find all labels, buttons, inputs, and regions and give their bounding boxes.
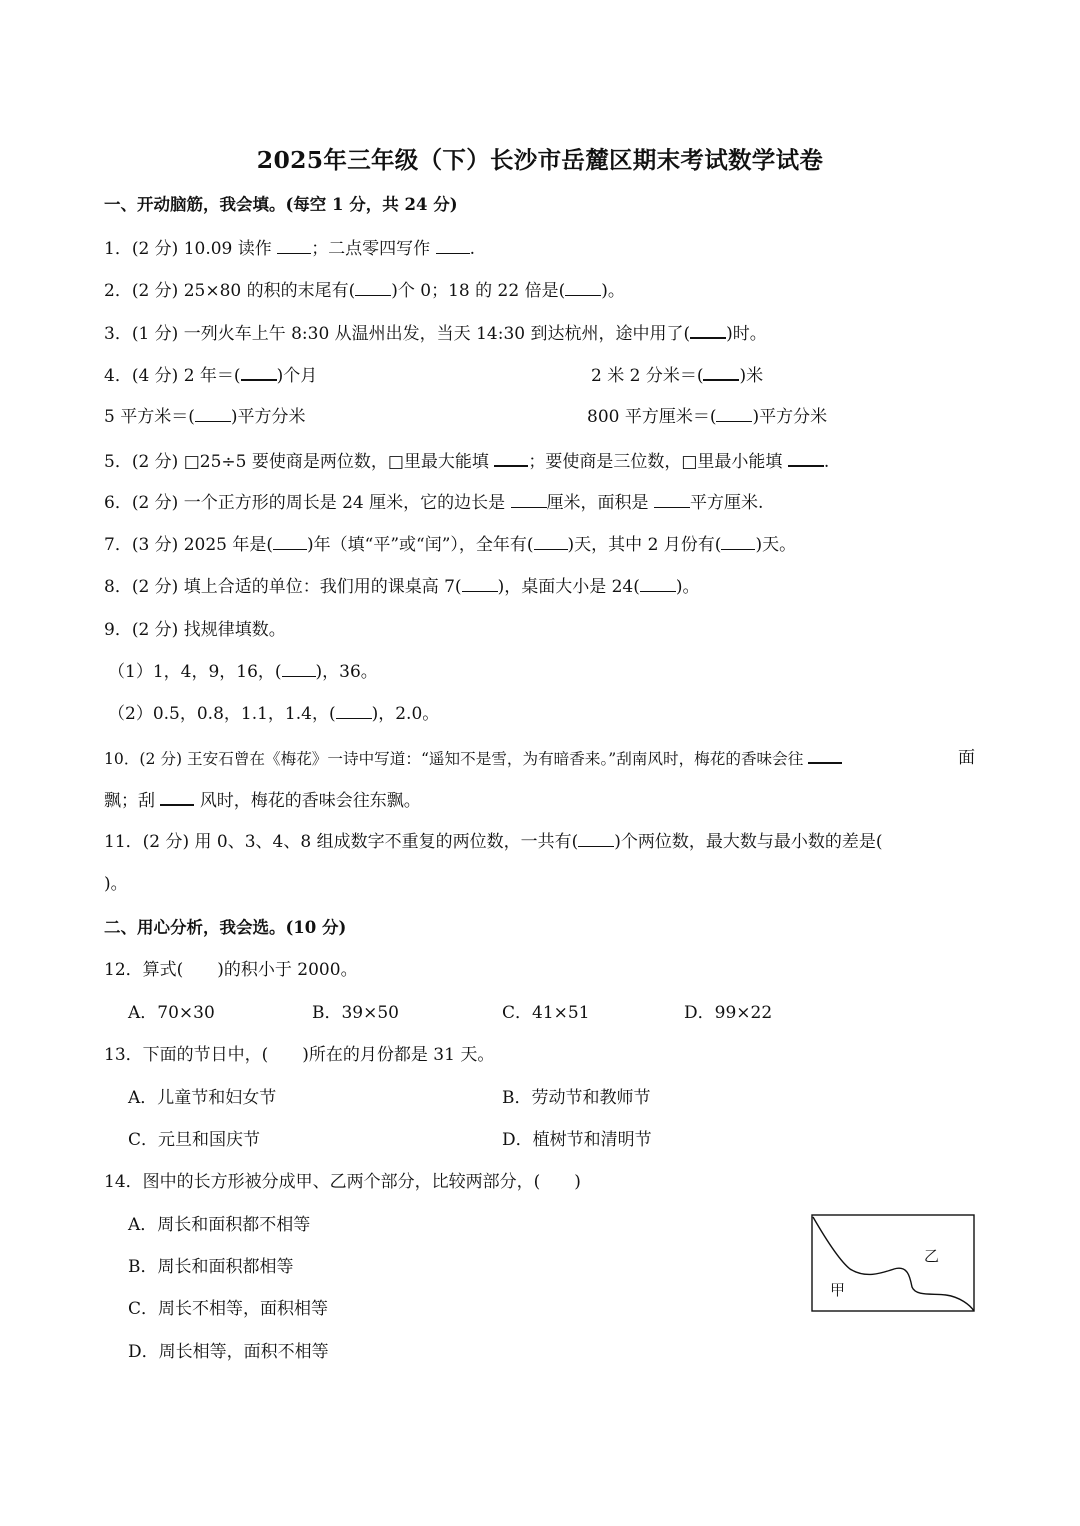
q9-text-s1b: )，36。	[315, 662, 378, 682]
q10-text-d: 风时，梅花的香味会往东飘。	[199, 791, 421, 811]
q13-option-b[interactable]: B．劳动节和教师节	[502, 1088, 651, 1108]
question-13-stem: 13．下面的节日中，( )所在的月份都是 31 天。	[104, 1045, 495, 1065]
q9-blank-2[interactable]	[336, 703, 372, 719]
q8-text-b: )，桌面大小是 24(	[497, 577, 640, 597]
q4-blank-2[interactable]	[703, 364, 739, 381]
question-9-part-1	[108, 661, 378, 683]
q3-blank-1[interactable]	[690, 322, 726, 339]
question-6	[104, 492, 763, 514]
q3-text-b: )时。	[726, 324, 767, 344]
q8-blank-2[interactable]	[640, 576, 676, 592]
q6-blank-2[interactable]	[654, 492, 690, 508]
q10-blank-1[interactable]	[808, 747, 842, 764]
question-4-row-2a	[104, 406, 306, 428]
q5-text-c: .	[823, 452, 830, 472]
q12-option-c[interactable]: C．41×51	[502, 1003, 590, 1023]
q1-text-c: .	[469, 239, 475, 259]
q9-blank-1[interactable]	[282, 661, 316, 677]
q9-text-s2b: )，2.0。	[371, 704, 440, 724]
q4-text-c2: )平方分米	[230, 407, 306, 427]
question-5	[104, 450, 829, 473]
question-12-stem: 12．算式( )的积小于 2000。	[104, 960, 358, 980]
section-2-heading: 二、用心分析，我会选。(10 分)	[104, 918, 347, 937]
q4-text-d1: 800 平方厘米＝(	[587, 407, 717, 427]
question-11	[104, 831, 883, 853]
q7-blank-2[interactable]	[534, 534, 568, 550]
q6-blank-1[interactable]	[511, 492, 547, 508]
q14-option-d[interactable]: D．周长相等，面积不相等	[128, 1342, 329, 1362]
q12-option-b[interactable]: B．39×50	[312, 1003, 400, 1023]
q4-blank-1[interactable]	[241, 364, 277, 381]
page-title: 2025年三年级（下）长沙市岳麓区期末考试数学试卷	[256, 146, 824, 174]
q11-blank-1[interactable]	[578, 831, 614, 847]
q14-option-a[interactable]: A．周长和面积都不相等	[128, 1215, 311, 1235]
question-8	[104, 576, 700, 598]
q2-text-a: 2．(2 分) 25×80 的积的末尾有(	[104, 281, 356, 301]
question-2	[104, 280, 625, 302]
q7-text-d: )天。	[755, 535, 797, 555]
q11-text-a: 11．(2 分) 用 0、3、4、8 组成数字不重复的两位数，一共有(	[104, 832, 579, 852]
q9-text-s1a: （1）1，4，9，16，(	[108, 662, 282, 682]
q6-text-c: 平方厘米.	[689, 493, 764, 513]
section-1-heading: 一、开动脑筋，我会填。(每空 1 分，共 24 分)	[104, 195, 458, 214]
q13-option-a[interactable]: A．儿童节和妇女节	[128, 1088, 277, 1108]
q11-text-b: )个两位数，最大数与最小数的差是(	[614, 832, 883, 852]
q4-text-c1: 5 平方米＝(	[104, 407, 195, 427]
q7-text-c: )天，其中 2 月份有(	[567, 535, 722, 555]
q7-blank-3[interactable]	[721, 534, 755, 550]
question-10-line-1	[104, 747, 842, 770]
question-10-line-2	[104, 789, 421, 812]
q10-blank-2[interactable]	[160, 789, 194, 806]
q4-text-a2: )个月	[276, 366, 318, 386]
label-jia: 甲	[830, 1281, 846, 1299]
q12-option-d[interactable]: D．99×22	[684, 1003, 773, 1023]
question-9-part-2	[108, 703, 439, 725]
q7-text-b: )年（填“平”或“闰”），全年有(	[307, 535, 534, 555]
q3-text-a: 3．(1 分) 一列火车上午 8:30 从温州出发，当天 14:30 到达杭州，途中用了(	[104, 324, 691, 344]
q6-text-a: 6．(2 分) 一个正方形的周长是 24 厘米，它的边长是	[104, 493, 506, 513]
q10-text-b: 面	[958, 748, 975, 768]
q10-text-c: 飘；刮	[104, 791, 155, 811]
question-7	[104, 534, 796, 556]
q9-text-s2a: （2）0.5，0.8，1.1，1.4，(	[108, 704, 336, 724]
q1-blank-2[interactable]	[436, 238, 470, 254]
q10-text-a: 10．(2 分) 王安石曾在《梅花》一诗中写道：“遥知不是雪，为有暗香来。”刮南风时，梅花的香味会往	[104, 750, 804, 768]
q5-text-b: ；要使商是三位数，□里最小能填	[528, 452, 783, 472]
question-4-row-1b	[591, 364, 763, 387]
q2-text-b: )个 0；18 的 22 倍是(	[391, 281, 566, 301]
q5-blank-1[interactable]	[494, 450, 528, 467]
q12-option-a[interactable]: A．70×30	[128, 1003, 215, 1023]
q8-text-a: 8．(2 分) 填上合适的单位：我们用的课桌高 7(	[104, 577, 462, 597]
question-4-row-1a	[104, 364, 317, 387]
q1-text-a: 1．(2 分) 10.09 读作	[104, 239, 272, 259]
q4-text-d2: )平方分米	[752, 407, 828, 427]
rectangle-division-figure	[810, 1213, 978, 1317]
q4-blank-3[interactable]	[195, 406, 231, 422]
q4-text-b1: 2 米 2 分米＝(	[591, 366, 704, 386]
q11-text-c: )。	[104, 874, 128, 894]
q13-option-c[interactable]: C．元旦和国庆节	[128, 1130, 261, 1150]
q8-text-c: )。	[675, 577, 700, 597]
q2-blank-2[interactable]	[565, 280, 601, 296]
question-4-row-2b	[587, 406, 827, 428]
q4-text-a1: 4．(4 分) 2 年＝(	[104, 366, 241, 386]
question-9-stem: 9．(2 分) 找规律填数。	[104, 620, 286, 640]
q4-text-b2: )米	[739, 366, 764, 386]
q4-blank-4[interactable]	[716, 406, 752, 422]
q14-option-c[interactable]: C．周长不相等，面积相等	[128, 1299, 329, 1319]
q6-text-b: 厘米，面积是	[546, 493, 649, 513]
q8-blank-1[interactable]	[462, 576, 498, 592]
label-yi: 乙	[924, 1247, 940, 1265]
q2-text-c: )。	[601, 281, 625, 301]
q1-blank-1[interactable]	[277, 238, 311, 254]
question-3	[104, 322, 767, 345]
q7-text-a: 7．(3 分) 2025 年是(	[104, 535, 274, 555]
q13-option-d[interactable]: D．植树节和清明节	[502, 1130, 652, 1150]
q5-text-a: 5．(2 分) □25÷5 要使商是两位数，□里最大能填	[104, 452, 489, 472]
q7-blank-1[interactable]	[273, 534, 307, 550]
q2-blank-1[interactable]	[355, 280, 391, 296]
q5-blank-2[interactable]	[788, 450, 824, 467]
q1-text-b: ；二点零四写作	[311, 239, 431, 259]
question-1	[104, 238, 475, 260]
question-14-stem: 14．图中的长方形被分成甲、乙两个部分，比较两部分，( )	[104, 1172, 581, 1192]
q14-option-b[interactable]: B．周长和面积都相等	[128, 1257, 294, 1277]
